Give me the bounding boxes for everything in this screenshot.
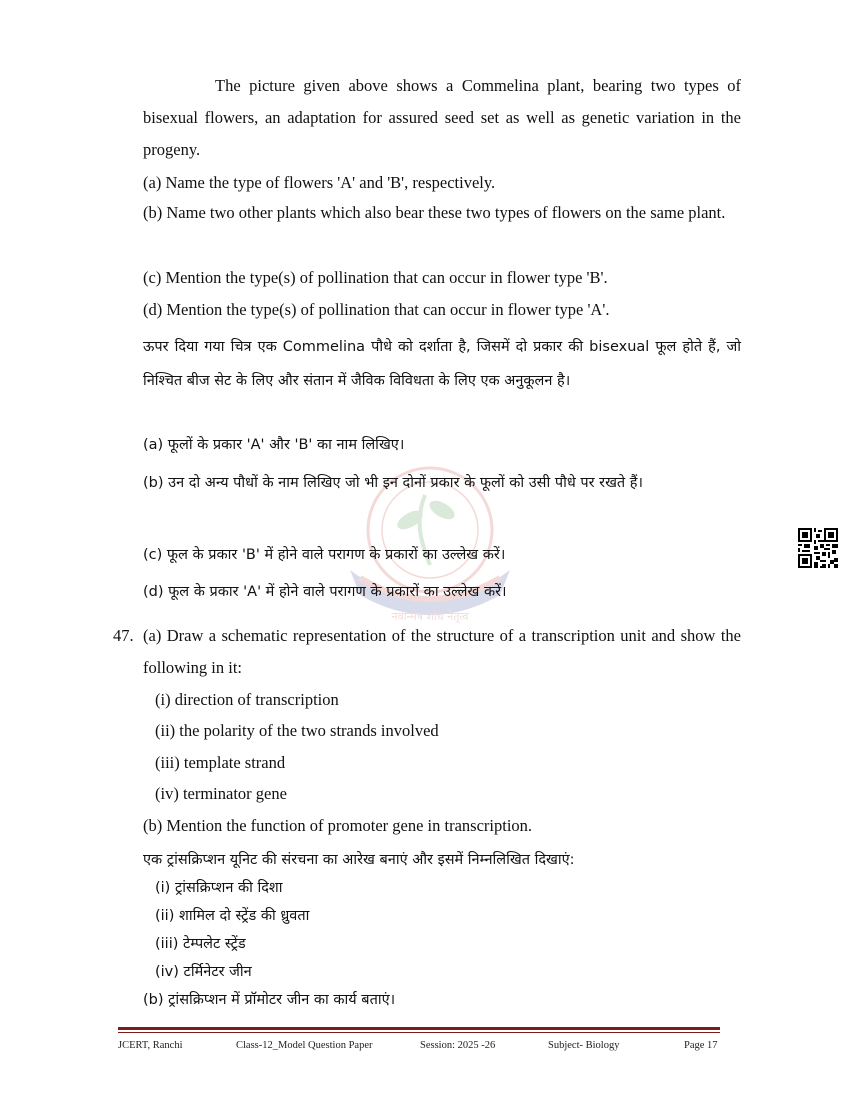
q46-intro: The picture given above shows a Commelina plant, bearing two types of bisexual flowers, an adaptation for assured seed set as well as genetic variation in the progeny. — [143, 76, 741, 159]
footer-rule-thin — [118, 1032, 720, 1033]
q47-item-iv: (iv) terminator gene — [155, 784, 287, 803]
q47-item-iii: (iii) template strand — [155, 753, 286, 772]
q47-hindi-item-iii: (iii) टेम्पलेट स्ट्रेंड — [155, 936, 246, 952]
q47-hindi-item-i: (i) ट्रांसक्रिप्शन की दिशा — [155, 880, 283, 896]
q46-hindi-intro: ऊपर दिया गया चित्र एक Commelina पौधे को दर्शाता है, जिसमें दो प्रकार की bisexual फूल होते हैं, जो निश्चित बीज सेट के लिए और संतान में जैविक विविधता के लिए एक अनुकूलन है। — [143, 339, 741, 389]
q47-number: 47. — [113, 626, 134, 645]
q47-part-b: (b) Mention the function of promoter gene in transcription. — [143, 816, 533, 835]
q47-hindi-part-a: एक ट्रांसक्रिप्शन यूनिट की संरचना का आरेख बनाएं और इसमें निम्नलिखित दिखाएं: — [143, 852, 575, 868]
q47-hindi-item-ii: (ii) शामिल दो स्ट्रेंड की ध्रुवता — [155, 908, 310, 924]
q47-part-a: (a) Draw a schematic representation of the structure of a transcription unit and show the following in it: — [143, 626, 741, 677]
q46-part-a: (a) Name the type of flowers 'A' and 'B', respectively. — [143, 173, 496, 192]
qr-code-icon — [798, 528, 838, 568]
q46-part-b: (b) Name two other plants which also bear these two types of flowers on the same plant. — [143, 203, 726, 222]
q47-hindi-part-b: (b) ट्रांसक्रिप्शन में प्रॉमोटर जीन का कार्य बताएं। — [143, 992, 396, 1008]
watermark-motto: नवान्मेष शोध नेतृत्व — [391, 610, 469, 623]
q46-hindi-part-c: (c) फूल के प्रकार 'B' में होने वाले परागण के प्रकारों का उल्लेख करें। — [143, 547, 506, 563]
q46-part-d: (d) Mention the type(s) of pollination that can occur in flower type 'A'. — [143, 300, 610, 319]
q46-hindi-part-b: (b) उन दो अन्य पौधों के नाम लिखिए जो भी इन दोनों प्रकार के फूलों को उसी पौधे पर रखते हैं। — [143, 475, 643, 491]
q46-part-c: (c) Mention the type(s) of pollination that can occur in flower type 'B'. — [143, 268, 608, 287]
footer-rule-thick — [118, 1027, 720, 1030]
footer-subject: Subject- Biology — [548, 1040, 620, 1051]
footer-page-number: Page 17 — [684, 1040, 718, 1051]
footer-session: Session: 2025 -26 — [420, 1040, 496, 1051]
q47-hindi-item-iv: (iv) टर्मिनेटर जीन — [155, 964, 252, 980]
q46-hindi-part-a: (a) फूलों के प्रकार 'A' और 'B' का नाम लिखिए। — [143, 437, 405, 453]
footer-org: JCERT, Ranchi — [118, 1040, 183, 1051]
footer-paper: Class-12_Model Question Paper — [236, 1040, 373, 1051]
q46-hindi-part-d: (d) फूल के प्रकार 'A' में होने वाले परागण के प्रकारों का उल्लेख करें। — [143, 584, 507, 600]
q47-item-ii: (ii) the polarity of the two strands involved — [155, 721, 439, 740]
q47-item-i: (i) direction of transcription — [155, 690, 339, 709]
